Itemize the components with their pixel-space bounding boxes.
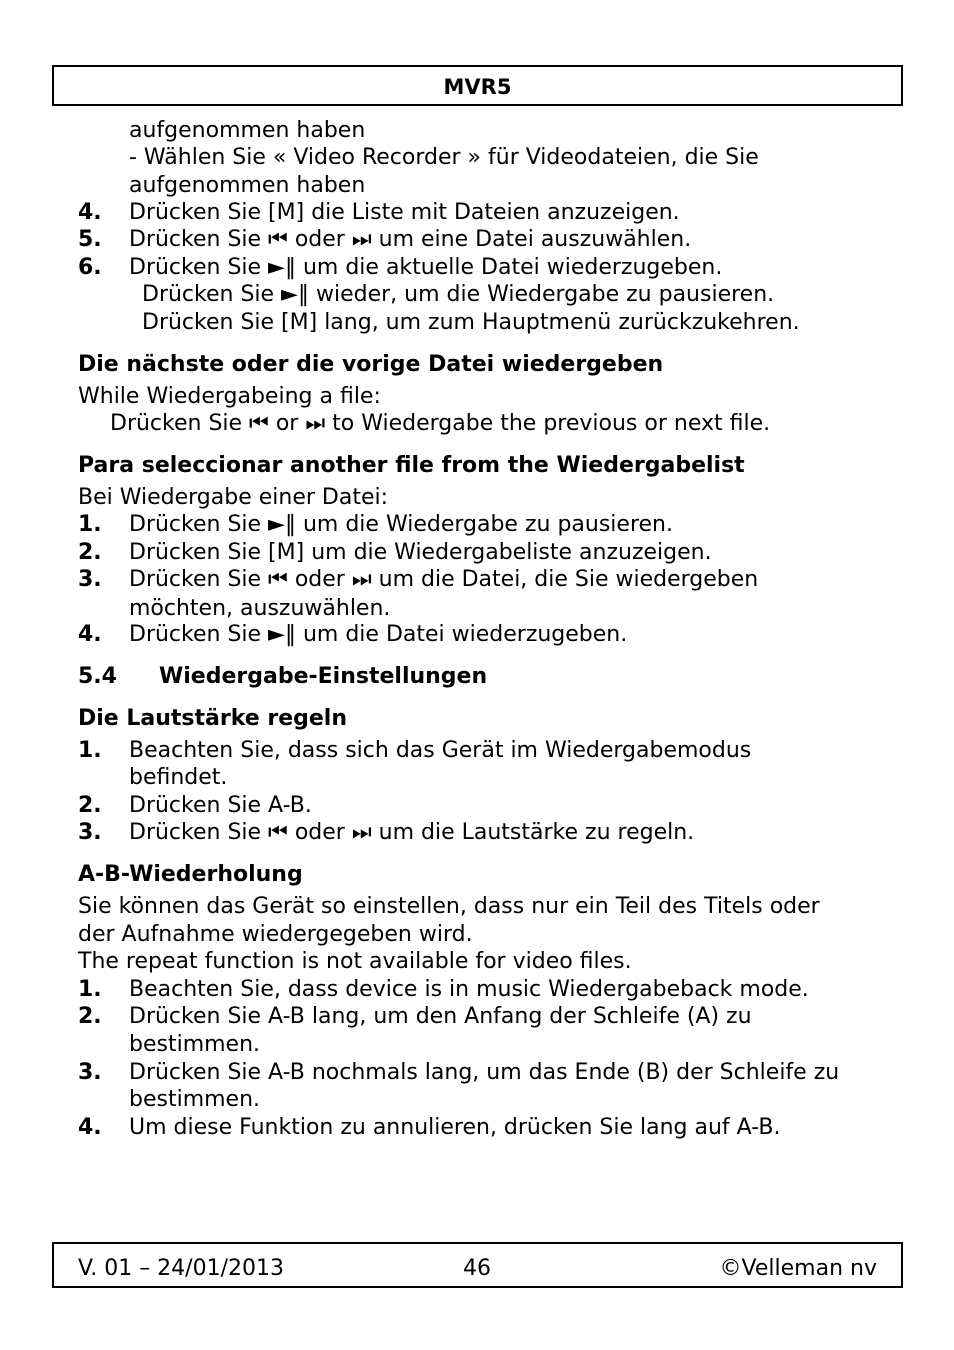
text-line: möchten, auszuwählen. [129,596,391,621]
text-line: der Aufnahme wiedergegeben wird. [78,922,473,947]
document-title: MVR5 [443,75,512,99]
text-line: - Wählen Sie « Video Recorder » für Videodateien, die Sie [129,145,759,170]
text-line: Drücken Sie ►‖ wieder, um die Wiedergabe zu pausieren. [142,282,775,307]
text-line: While Wiedergabeing a file: [78,384,381,409]
text-line: Um diese Funktion zu annulieren, drücken Sie lang auf A-B. [129,1115,781,1140]
footer-version: V. 01 – 24/01/2013 [78,1256,284,1281]
text-line: Drücken Sie ⏮ oder ⏭ um die Lautstärke zu regeln. [129,820,695,845]
section-title: Wiedergabe-Einstellungen [159,664,488,689]
section-heading: Die nächste oder die vorige Datei wiedergeben [78,352,664,377]
text-line: aufgenommen haben [129,118,366,143]
section-number: 5.4 [78,664,117,689]
text-line: Drücken Sie ►‖ um die aktuelle Datei wiederzugeben. [129,255,723,280]
text-line: Drücken Sie [M] um die Wiedergabeliste anzuzeigen. [129,540,712,565]
text-line: aufgenommen haben [129,173,366,198]
step-number: 2. [78,540,102,565]
step-number: 1. [78,512,102,537]
step-number: 5. [78,227,102,252]
step-number: 6. [78,255,102,280]
step-number: 4. [78,1115,102,1140]
text-line: bestimmen. [129,1032,261,1057]
text-line: Drücken Sie [M] die Liste mit Dateien anzuzeigen. [129,200,680,225]
footer-page-number: 46 [463,1256,491,1281]
step-number: 1. [78,738,102,763]
text-line: bestimmen. [129,1087,261,1112]
header-box [52,65,903,106]
text-line: Drücken Sie A-B nochmals lang, um das Ende (B) der Schleife zu [129,1060,840,1085]
text-line: Drücken Sie ►‖ um die Datei wiederzugeben. [129,622,628,647]
section-heading: A-B-Wiederholung [78,862,303,887]
text-line: Drücken Sie ⏮ oder ⏭ um die Datei, die Sie wiedergeben [129,567,759,592]
text-line: befindet. [129,765,228,790]
footer-copyright: ©Velleman nv [719,1256,877,1281]
step-number: 3. [78,567,102,592]
step-number: 1. [78,977,102,1002]
step-number: 3. [78,820,102,845]
step-number: 2. [78,793,102,818]
text-line: Drücken Sie ⏮ oder ⏭ um eine Datei auszuwählen. [129,227,692,252]
text-line: The repeat function is not available for video files. [78,949,632,974]
step-number: 2. [78,1004,102,1029]
text-line: Bei Wiedergabe einer Datei: [78,485,389,510]
step-number: 3. [78,1060,102,1085]
text-line: Sie können das Gerät so einstellen, dass nur ein Teil des Titels oder [78,894,820,919]
step-number: 4. [78,622,102,647]
text-line: Beachten Sie, dass device is in music Wiedergabeback mode. [129,977,809,1002]
step-number: 4. [78,200,102,225]
text-line: Drücken Sie A-B. [129,793,312,818]
section-heading: Die Lautstärke regeln [78,706,347,731]
text-line: Drücken Sie ►‖ um die Wiedergabe zu pausieren. [129,512,673,537]
text-line: Beachten Sie, dass sich das Gerät im Wiedergabemodus [129,738,752,763]
section-heading: Para seleccionar another file from the Wiedergabelist [78,453,745,478]
text-line: Drücken Sie ⏮ or ⏭ to Wiedergabe the previous or next file. [110,411,771,436]
text-line: Drücken Sie [M] lang, um zum Hauptmenü zurückzukehren. [142,310,800,335]
footer-box [52,1242,903,1288]
text-line: Drücken Sie A-B lang, um den Anfang der Schleife (A) zu [129,1004,752,1029]
